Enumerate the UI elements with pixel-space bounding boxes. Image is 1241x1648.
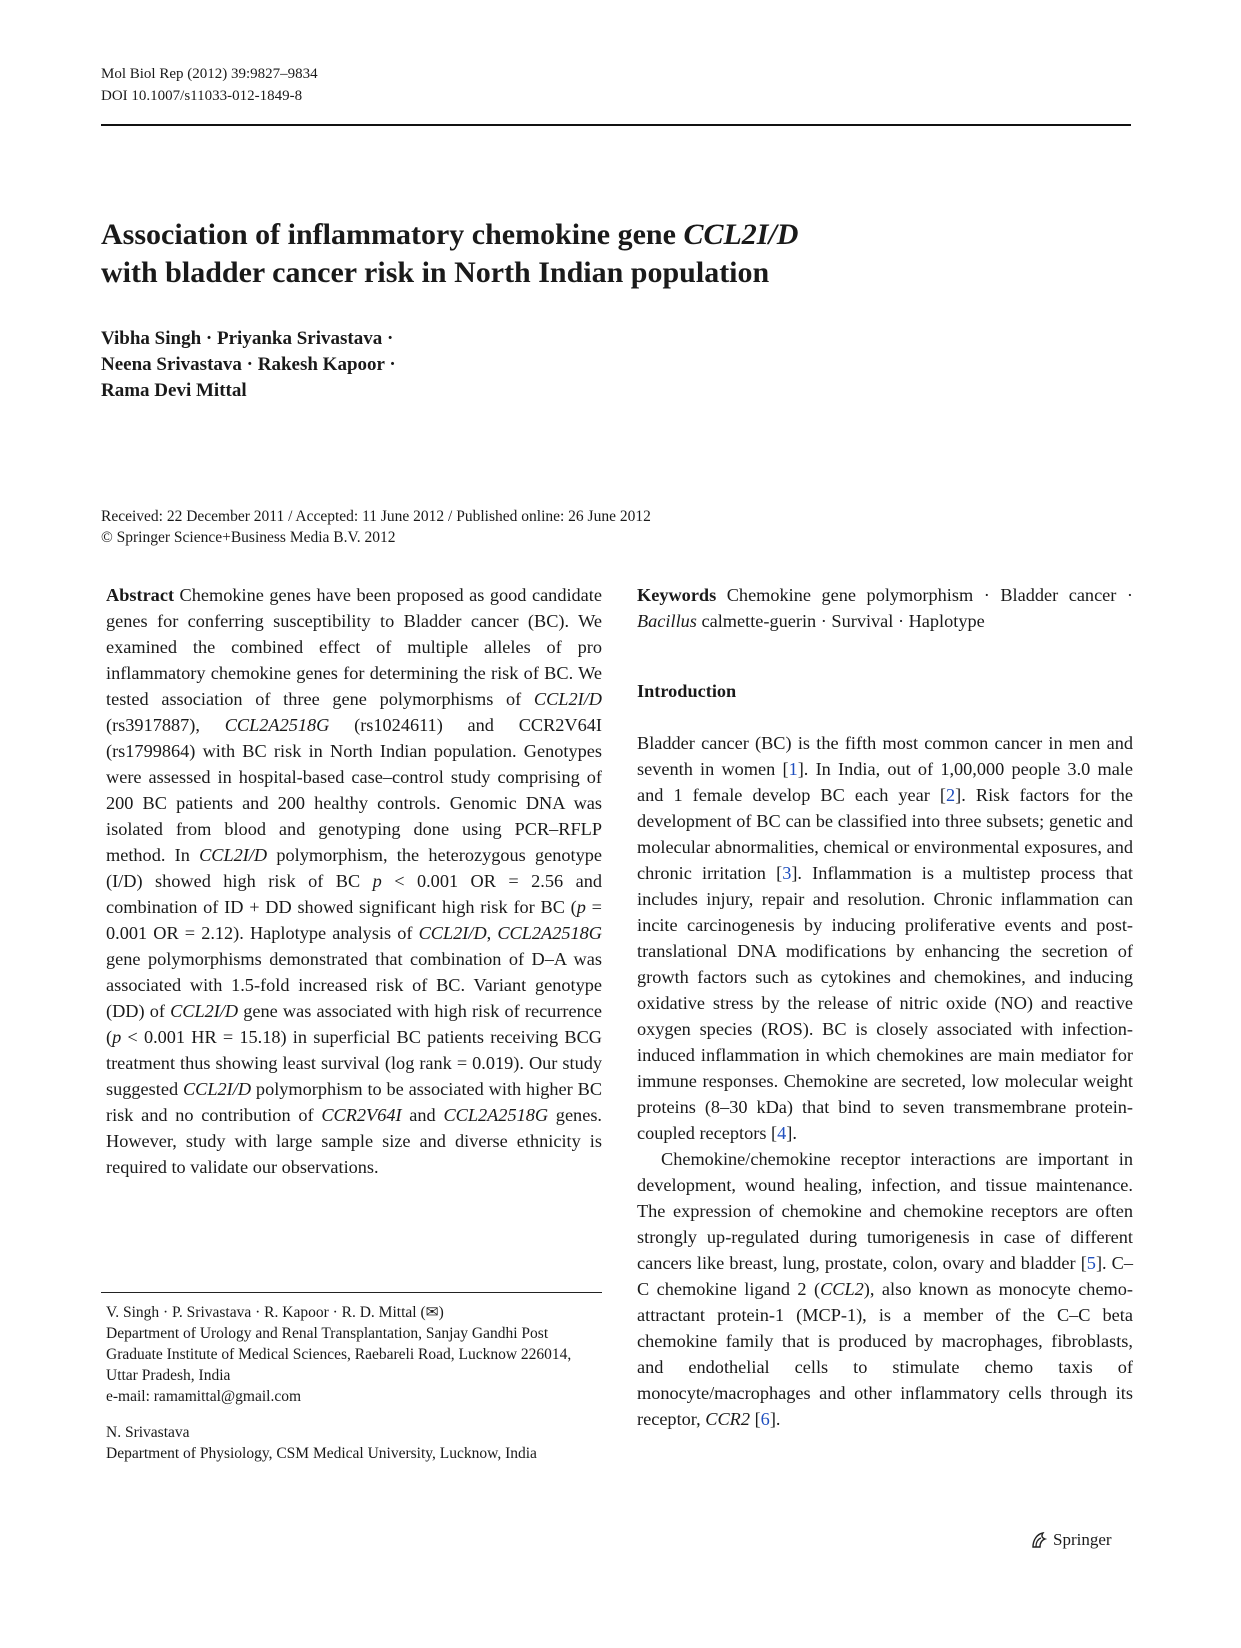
affiliation-rule bbox=[101, 1292, 602, 1293]
intro-paragraph-2: Chemokine/chemokine receptor interactions are important in development, wound healing, infection, and tissue maintenance. The expression of chemokine and chemokine receptors are often strongly up-regulated during tumorigenesis in case of different cancers like breast, lung, prostate, colon, ovary and bladder [5]. C–C chemokine ligand 2 (CCL2), also known as monocyte chemo-attractant protein-1 (MCP-1), is a member of the C–C beta chemokine family that is produced by macrophages, fibroblasts, and endothelial cells to stimulate chemo taxis of monocyte/macrophages and other inflammatory cells through its receptor, CCR2 [6]. bbox=[637, 1149, 1134, 1429]
author-list: Vibha Singh · Priyanka Srivastava · Neena Srivastava · Rakesh Kapoor · Rama Devi Mittal bbox=[101, 328, 396, 401]
abstract-label: Abstract bbox=[106, 585, 175, 605]
paper-title: Association of inflammatory chemokine gene CCL2I/D with bladder cancer risk in North Indian population bbox=[101, 218, 799, 289]
email-link[interactable]: e-mail: ramamittal@gmail.com bbox=[106, 1388, 302, 1405]
springer-horse-icon bbox=[1029, 1530, 1049, 1550]
journal-citation: Mol Biol Rep (2012) 39:9827–9834 bbox=[101, 66, 318, 82]
affiliation-2: N. Srivastava Department of Physiology, CSM Medical University, Lucknow, India bbox=[106, 1424, 537, 1462]
publication-dates: Received: 22 December 2011 / Accepted: 11 June 2012 / Published online: 26 June 2012 © Springer Science+Business Media B.V. 2012 bbox=[101, 508, 651, 546]
abstract: Abstract Chemokine genes have been proposed as good candidate genes for conferring susceptibility to Bladder cancer (BC). We examined the combined effect of multiple alleles of pro inflammatory chemokine genes for determining the risk of BC. We tested association of three gene polymorphisms of CCL2I/D (rs3917887), CCL2A2518G (rs1024611) and CCR2V64I (rs1799864) with BC risk in North Indian population. Genotypes were assessed in hospital-based case–control study comprising of 200 BC patients and 200 healthy controls. Genomic DNA was isolated from blood and genotyping done using PCR–RFLP method. In CCL2I/D polymorphism, the heterozygous genotype (I/D) showed high risk of BC p < 0.001 OR = 2.56 and combination of ID + DD showed significant high risk for BC (p = 0.001 OR = 2.12). Haplotype analysis of CCL2I/D, CCL2A2518G gene polymorphisms demonstrated that combination of D–A was associated with 1.5-fold increased risk of BC. Variant genotype (DD) of CCL2I/D gene was associated with high risk of recurrence (p < 0.001 HR = 15.18) in superficial BC patients receiving BCG treatment thus showing least survival (log rank = 0.019). Our study suggested CCL2I/D polymorphism to be associated with higher BC risk and no contribution of CCR2V64I and CCL2A2518G genes. However, study with large sample size and diverse ethnicity is required to validate our observations. bbox=[106, 585, 603, 1177]
right-column bbox=[637, 582, 1133, 1432]
section-heading-introduction: Introduction bbox=[637, 681, 737, 701]
publisher-logo bbox=[1029, 1530, 1112, 1550]
citation-link[interactable]: 3 bbox=[782, 863, 792, 883]
citation-link[interactable]: 4 bbox=[777, 1123, 787, 1143]
copyright: © Springer Science+Business Media B.V. 2012 bbox=[101, 529, 396, 546]
publisher-name: Springer bbox=[1053, 1530, 1112, 1549]
citation-link[interactable]: 6 bbox=[760, 1409, 770, 1429]
citation-link[interactable]: 5 bbox=[1086, 1253, 1096, 1273]
keywords: Keywords Chemokine gene polymorphism · Bladder cancer · Bacillus calmette-guerin · Survival · Haplotype bbox=[637, 585, 1133, 631]
header-rule bbox=[101, 124, 1131, 126]
doi: DOI 10.1007/s11033-012-1849-8 bbox=[101, 88, 303, 104]
journal-header bbox=[101, 63, 318, 107]
intro-paragraph-1: Bladder cancer (BC) is the fifth most common cancer in men and seventh in women [1]. In India, out of 1,00,000 people 3.0 male and 1 female develop BC each year [2]. Risk factors for the development of BC can be classified into three subsets; genetic and molecular abnormalities, chemical or environmental exposures, and chronic irritation [3]. Inflammation is a multistep process that includes injury, repair and resolution. Chronic inflammation can incite carcinogenesis by inducing proliferative events and post-translational DNA modifications by enhancing the secretion of growth factors such as cytokines and chemokines, and inducing oxidative stress by the release of nitric oxide (NO) and reactive oxygen species (ROS). BC is closely associated with infection-induced inflammation in which chemokines are main mediator for immune responses. Chemokine are secreted, low molecular weight proteins (8–30 kDa) that bind to seven transmembrane protein-coupled receptors [4]. bbox=[637, 733, 1134, 1143]
citation-link[interactable]: 2 bbox=[946, 785, 956, 805]
citation-link[interactable]: 1 bbox=[788, 759, 798, 779]
keywords-label: Keywords bbox=[637, 585, 717, 605]
affiliation-1: V. Singh · P. Srivastava · R. Kapoor · R. D. Mittal (✉) Department of Urology and Renal Transplantation, Sanjay Gandhi Post Graduate Institute of Medical Sciences, Raebareli Road, Lucknow 226014, Uttar Pradesh, India e-mail: ramamittal@gmail.com bbox=[106, 1302, 602, 1407]
